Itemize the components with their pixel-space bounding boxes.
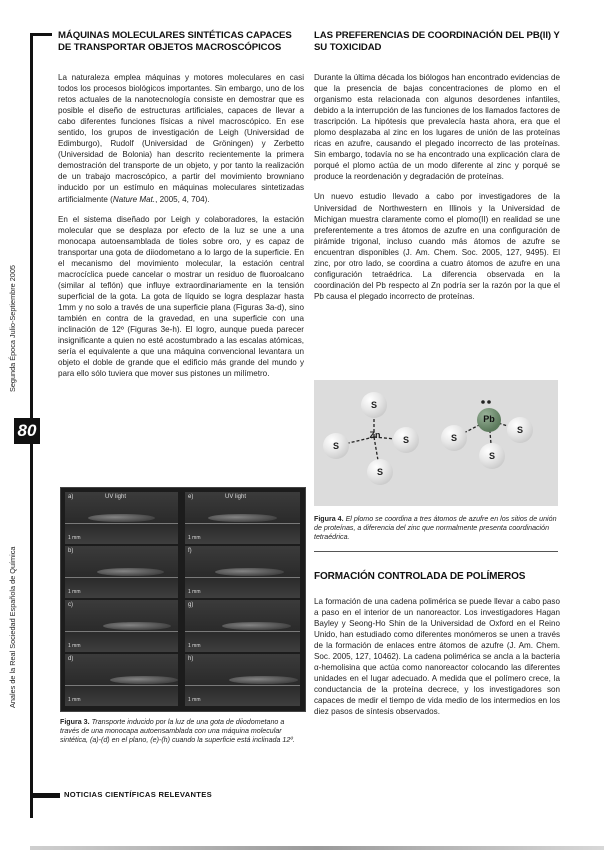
- sulfur-atom: S: [323, 433, 349, 459]
- right-column-text: [314, 72, 560, 308]
- paragraph-lead-toxicity: Durante la última década los biólogos han encontrado evidencias de que la presencia de bajas concentraciones de plomo en el organismo esta relacionada con algunos desordenes infantiles, debido a la interrupción de las funciones de los llamados factores de trascripción. La hipótesis que prevalecía hasta ahora, era que el plomo desplazaba al zinc en los lugares de unión de las proteínas ricas en azufre, causando el plegado incorrecto de las proteínas. Sin embargo, todavía no se ha encontrado una explicación clara de porqué el plomo actúa de un modo diferente al zinc y porqué se produce la reordenación y degradación de proteínas.: [314, 73, 560, 182]
- fig3-panel-g: g) 1 mm: [185, 600, 300, 652]
- zinc-atom-label: Zn: [369, 430, 381, 440]
- fig3-panel-c: c) 1 mm: [65, 600, 178, 652]
- sulfur-atom: S: [361, 392, 387, 418]
- heading-lead-coordination: LAS PREFERENCIAS DE COORDINACIÓN DEL PB(II) Y SU TOXICIDAD: [314, 30, 560, 53]
- figure-3-photo: [60, 487, 306, 712]
- fig3-panel-b: b) 1 mm: [65, 546, 178, 598]
- figure-4-diagram: [314, 380, 558, 506]
- footer-bar: [30, 793, 60, 798]
- paragraph-leigh-system: En el sistema diseñado por Leigh y colaboradores, la estación molecular que se desplaza por efecto de la luz se une a una monocapa autoensamblada de tioles sobre oro, y es capaz de transportar una gota de diiodometano a lo largo de la superficie. En el mecanismo del movimiento molecular, la estación central macrocíclica puede cancelar o mostrar un residuo de fluoroalcano (similar al teflón) que influye extraordinariamente en la tensión superficial de la gota. La gota de líquido se logra desplazar hasta 1mm y no solo a través de una superficie plana (Figuras 3a-d), sino también en contra de la gravedad, en una superficie con una inclinación de 12º (Figuras 3e-h). El logro, aunque pueda parecer insignificante a quien no esté acostumbrado a las escalas atómicas, sería el equivalente a que una máquina convencional levantara un objeto el doble de grande que el edificio más grande del mundo y para ello sólo tuviera que mover sus pistones un milímetro.: [58, 214, 304, 379]
- bottom-edge-shadow: [30, 846, 604, 850]
- lead-atom: Pb: [477, 408, 501, 432]
- figure-4-caption: Figura 4. El plomo se coordina a tres átomos de azufre en los sitios de unión de proteínas, a diferencia del zinc que normalmente presenta coordinación tetraédrica.: [314, 515, 557, 542]
- heading-molecular-machines: MÁQUINAS MOLECULARES SINTÉTICAS CAPACES DE TRANSPORTAR OBJETOS MACROSCÓPICOS: [58, 30, 292, 53]
- top-corner-tick: [30, 33, 52, 36]
- figure-3-caption: Figura 3. Transporte inducido por la luz de una gota de diiodometano a través de una monocapa autoensamblada con una máquina molecular sintética, (a)-(d) en el plano, (e)-(h) cuando la superficie está inclinada 12º.: [60, 718, 295, 745]
- sulfur-atom: S: [367, 459, 393, 485]
- heading-polymer-formation: FORMACIÓN CONTROLADA DE POLÍMEROS: [314, 571, 526, 582]
- fig3-panel-a: a) UV light 1 mm: [65, 492, 178, 544]
- caption-divider: [314, 551, 558, 552]
- fig3-panel-h: h) 1 mm: [185, 654, 300, 706]
- sulfur-atom: S: [393, 427, 419, 453]
- sulfur-atom: S: [479, 443, 505, 469]
- side-journal: Anales de la Real Sociedad Española de Química: [8, 546, 17, 708]
- left-column-text: [58, 72, 304, 385]
- footer-section-title: NOTICIAS CIENTÍFICAS RELEVANTES: [64, 790, 212, 799]
- paragraph-intro: La naturaleza emplea máquinas y motores moleculares en casi todos los procesos biológicos importantes. Sin embargo, uno de los retos actuales de la nanotecnología consiste en demostrar que es posible el diseño de estructuras artificiales, capaces de llevar a cabo diferentes funciones físicas a nivel macroscópico. En ese sentido, los grupos de investigación de Leigh (Universidad de Edimburgo), Rudolf (Universidad de Gröningen) y Zerbetto (Universidad de Bolonia) han descrito recientemente la primera demostración del transporte de un objeto, y por tanto la realización de un trabajo macroscópico, a partir del movimiento browniano inducido por un estímulo en máquinas moleculares sintetizadas artificialmente (Nature Mat., 2005, 4, 704).: [58, 73, 304, 204]
- sulfur-atom: S: [507, 417, 533, 443]
- fig3-panel-d: d) 1 mm: [65, 654, 178, 706]
- paragraph-northwestern-study: Un nuevo estudio llevado a cabo por investigadores de la Universidad de Northwestern en Illinois y la Universidad de Michigan muestra claramente como el plomo(II) en realidad se une preferentemente a tres átomos de azufre en una configuración de pirámide trigonal, incluso cuando más átomos de azufre se encuentran disponibles (J. Am. Chem. Soc. 2005, 127, 9495). El zinc, por otro lado, se coordina a cuatro átomos de azufre en una configuración tetraédrica. La diferencia observada en la coordinación del Pb respecto al Zn podría ser la razón por la que el Pb causa el plegado incorrecto de proteínas.: [314, 192, 560, 301]
- paragraph-polymer: La formación de una cadena polimérica se puede llevar a cabo paso a paso en el interior de un nanoreactor. Los investigadores Hagan Bayley y Seong-Ho Shin de la Universidad de Oxford en el Reino Unido, han estudiado como diferentes monómeros se unen a través de la formación de enlaces entre átomos de azufre (J. Am. Chem. Soc. 2005, 127, 10462). La cadena polimérica se ancla a la bacteria α-hemolisina que actúa como nanoreactor colocando las diferentes unidades en el lugar adecuado. A medida que el polímero crece, la conductancia de la proteína decrece, y los investigadores son capaces de medir el tiempo de vida medio de los intermedios en los diez pasos de síntesis observados.: [314, 597, 560, 717]
- page-number: 80: [14, 418, 40, 444]
- sulfur-atom: S: [441, 425, 467, 451]
- side-issue: Segunda Época Julio-Septiembre 2005: [8, 265, 17, 392]
- fig3-panel-e: e) UV light 1 mm: [185, 492, 300, 544]
- fig3-panel-f: f) 1 mm: [185, 546, 300, 598]
- figure-4-bonds: [314, 380, 558, 506]
